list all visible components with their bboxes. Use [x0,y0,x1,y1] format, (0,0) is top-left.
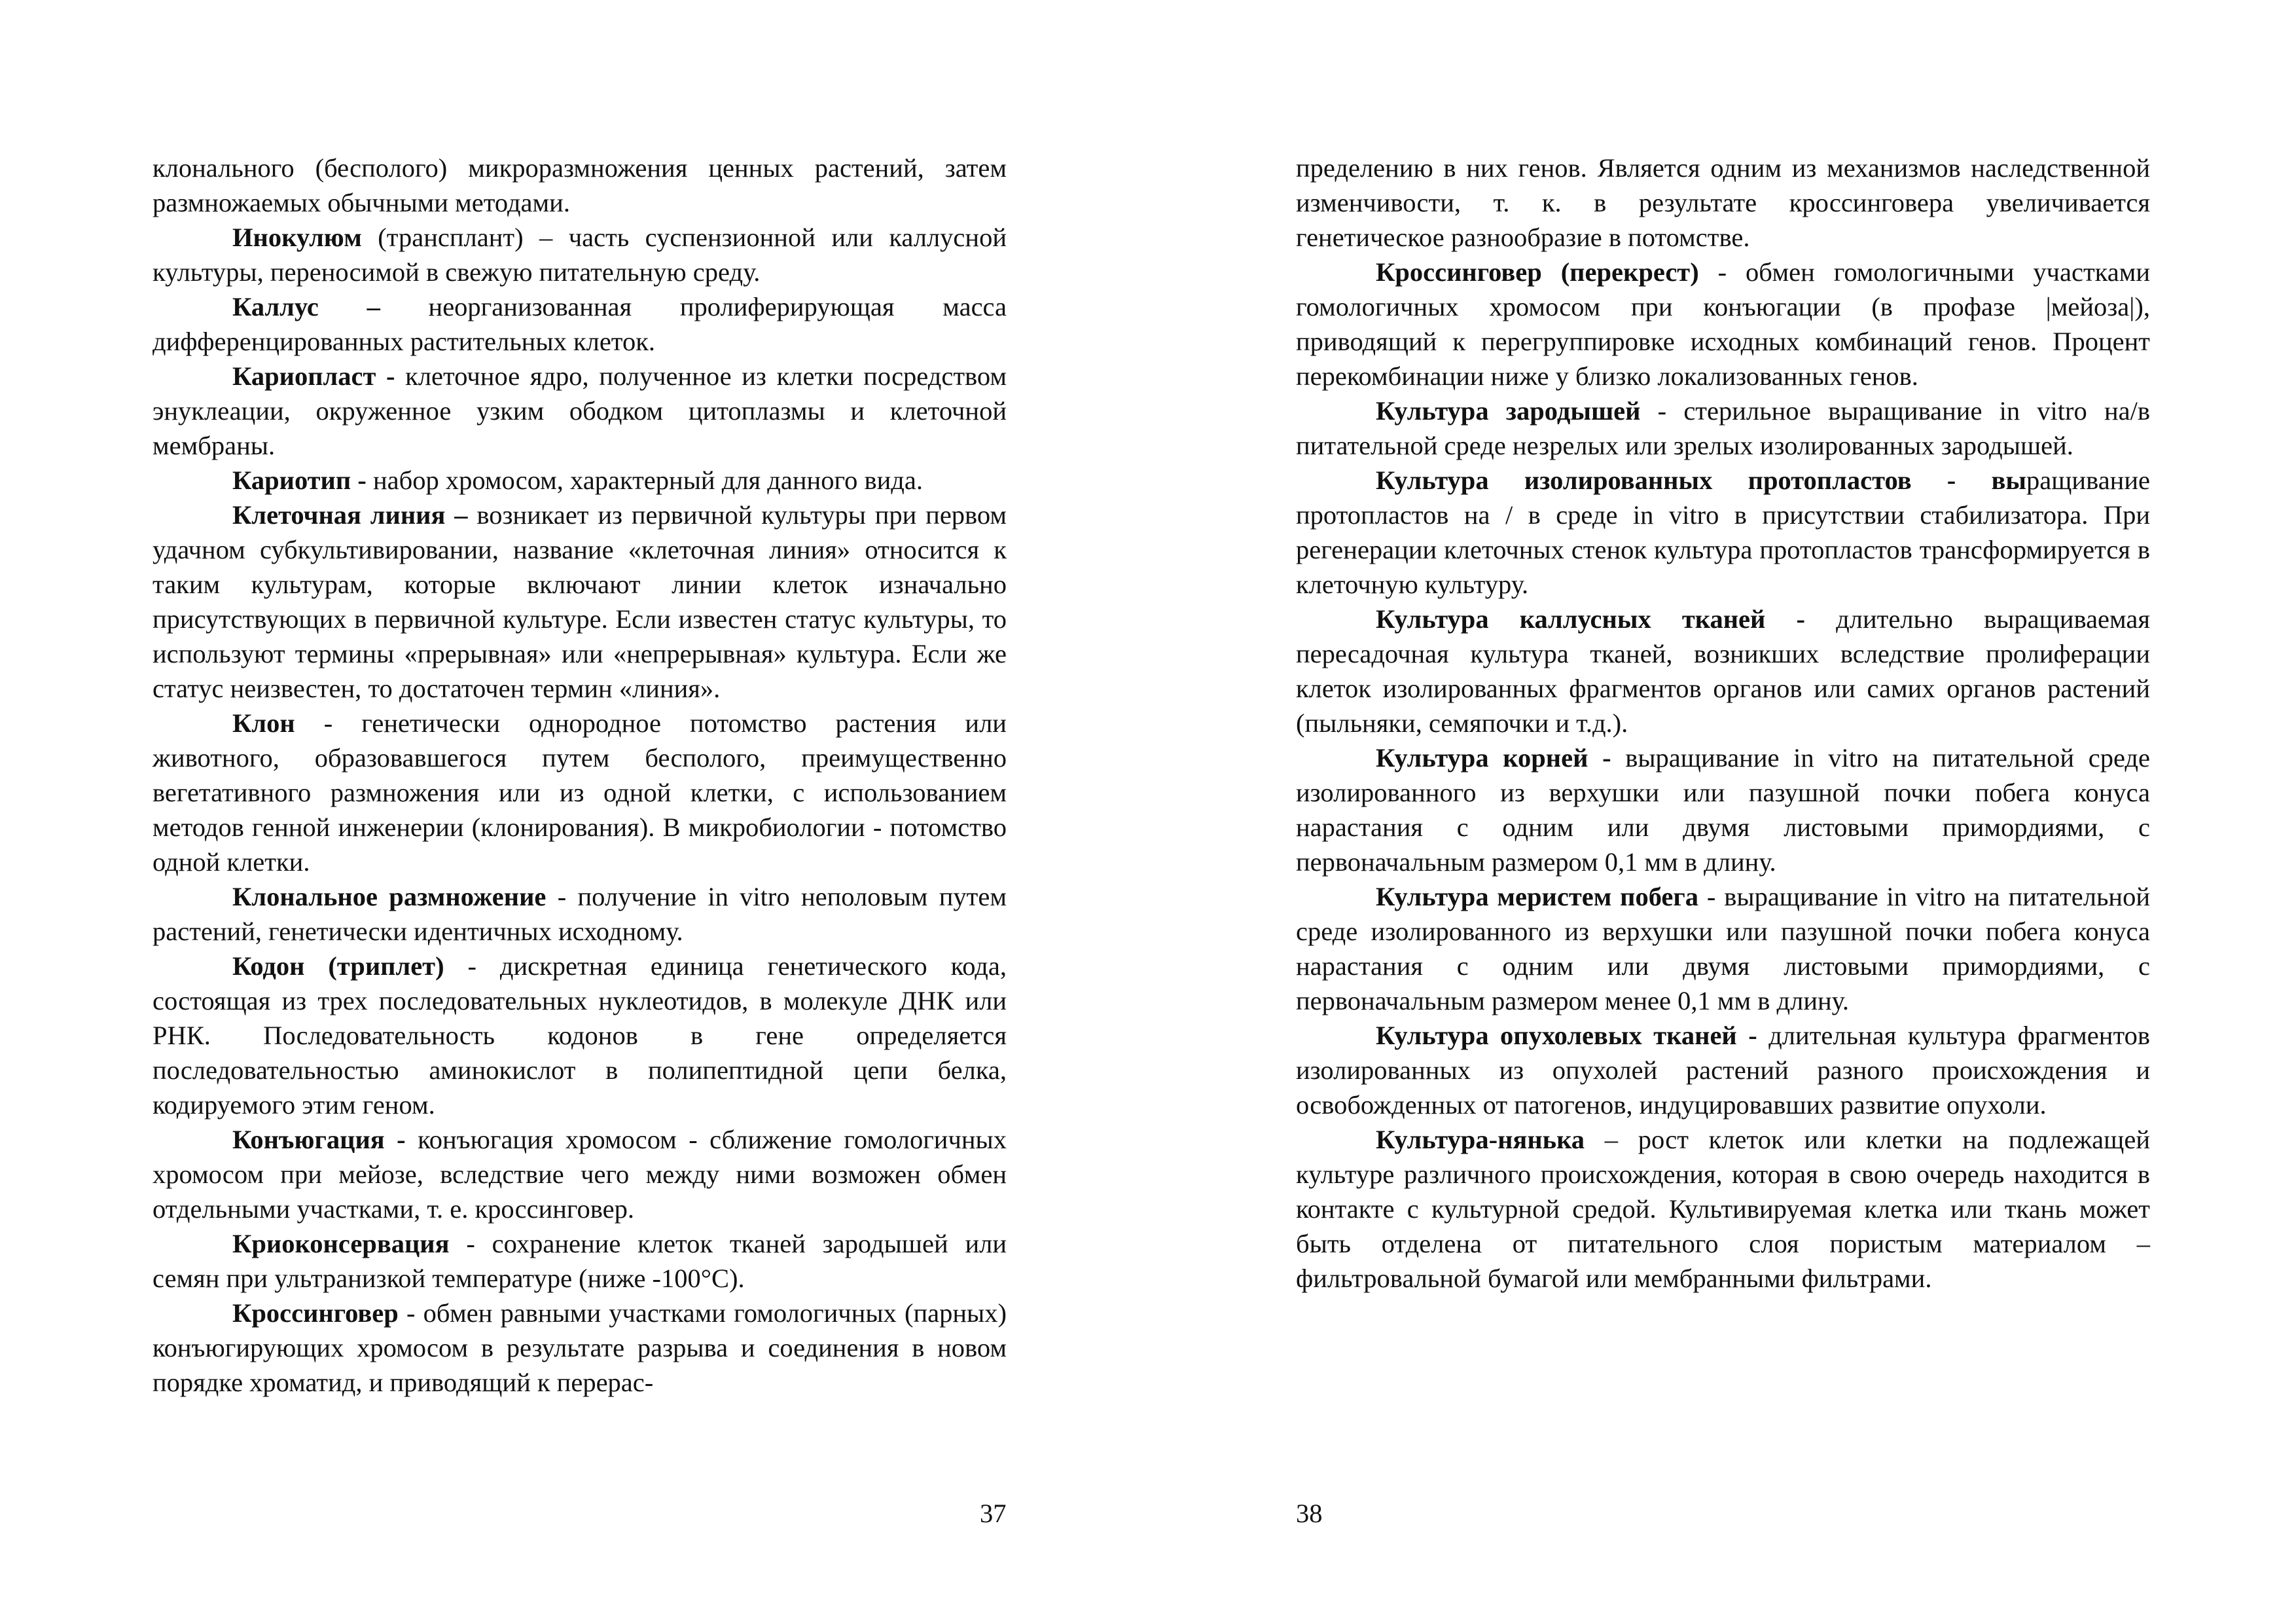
entry-term: Клональное размножение [232,882,547,911]
entry-term: Каллус – [232,292,380,321]
entry-text: выращивание in vitro на питательной среде изолированного из верхушки или пазушной почки побега конуса нарастания с одним или двумя листовыми примордиями, с первоначальным размером 0,1 мм в длину. [1296,743,2150,877]
entry-term: Инокулюм [232,223,362,252]
entry-text: - получение in vitro неполовым путем растений, генетически идентичных исходному. [152,882,1007,946]
page-number-left: 37 [980,1499,1007,1528]
entry-term: Клон [232,708,295,738]
entry-term: Кроссинговер (перекрест) [1376,257,1699,287]
entry-term: Кодон (триплет) [232,951,444,981]
entry-text: клеточное ядро, полученное из клетки посредством энуклеации, окруженное узким ободком цитоплазмы и клеточной мембраны. [152,361,1007,460]
entry-term: Культура каллусных тканей - [1376,604,1805,634]
glossary-entry [152,359,1007,463]
glossary-entry [152,1296,1007,1400]
glossary-entry [152,289,1007,359]
entry-text: клонального (бесполого) микроразмножения ценных растений, затем размножаемых обычными методами. [152,153,1007,217]
entry-text: ращивание протопластов на / в среде in vitro в присутствии стабилизатора. При регенерации клеточных стенок культура протопластов трансформируется в клеточную культуру. [1296,465,2150,599]
entry-text: конъюгация хромосом - сближение гомологичных хромосом при мейозе, вследствие чего между ними возможен обмен отдельными участками, т. е. кроссинговер. [152,1125,1007,1224]
entry-term: Культура изолированных протопластов - вы [1376,465,2027,495]
glossary-entry [152,151,1007,220]
entry-text: - генетически однородное потомство растения или животного, образовавшегося путем бесполого, преимущественно вегетативного размножения или из одной клетки, с использованием методов генной инженерии (клонирования). В микробиологии - потомство одной клетки. [152,708,1007,877]
glossary-entry [1296,879,2150,1018]
glossary-entry [152,1226,1007,1296]
entry-term: Культура корней - [1376,743,1611,773]
entry-text: пределению в них генов. Является одним из механизмов наследственной изменчивости, т. к. в результате кроссинговера увеличивается генетическое разнообразие в потомстве. [1296,153,2150,252]
glossary-entry [152,463,1007,498]
entry-text: - стерильное выращивание in vitro на/в питательной среде незрелых или зрелых изолированных зародышей. [1296,396,2150,460]
glossary-entry [1296,463,2150,602]
left-page [152,151,1007,1400]
entry-term: Культура опухолевых тканей - [1376,1021,1757,1050]
entry-term: Кроссинговер [232,1298,399,1328]
glossary-entry [152,949,1007,1122]
glossary-entry [152,706,1007,879]
entry-text: длительно выращиваемая пересадочная культура тканей, возникших вследствие пролиферации клеток изолированных фрагментов органов или самих органов растений (пыльняки, семяпочки и т.д.). [1296,604,2150,738]
glossary-entry [1296,393,2150,463]
entry-text: - сохранение клеток тканей зародышей или семян при ультранизкой температуре (ниже -100°С). [152,1229,1007,1293]
entry-text: возникает из первичной культуры при первом удачном субкультивировании, название «клеточная линия» относится к таким культурам, которые включают линии клеток изначально присутствующих в первичной культуре. Если известен статус культуры, то используют термины «прерывная» или «непрерывная» культура. Если же статус неизвестен, то достаточен термин «линия». [152,500,1007,703]
entry-term: Конъюгация - [232,1125,406,1154]
entry-text: – рост клеток или клетки на подлежащей культуре различного происхождения, которая в свою очередь находится в контакте с культурной средой. Культивируемая клетка или ткань может быть отделена от питательного слоя пористым материалом – фильтровальной бумагой или мембранными фильтрами. [1296,1125,2150,1293]
glossary-entry [152,498,1007,706]
entry-term: Кариопласт - [232,361,395,391]
glossary-entry [1296,740,2150,879]
entry-term: Культура зародышей [1376,396,1641,426]
glossary-entry [1296,255,2150,393]
entry-text: длительная культура фрагментов изолированных из опухолей растений разного происхождения и освобожденных от патогенов, индуцировавших развитие опухоли. [1296,1021,2150,1120]
entry-term: Культура-нянька [1376,1125,1585,1154]
entry-term: Культура меристем побега [1376,882,1699,911]
entry-text: - обмен равными участками гомологичных (парных) конъюгирующих хромосом в результате разрыва и соединения в новом порядке хроматид, и приводящий к перерас- [152,1298,1007,1397]
entry-term: Кариотип - [232,465,367,495]
glossary-entry [152,1122,1007,1226]
glossary-entry [1296,151,2150,255]
entry-text: неорганизованная пролиферирующая масса дифференцированных растительных клеток. [152,292,1007,356]
page-number-right: 38 [1296,1499,1323,1528]
entry-text: - выращивание in vitro на питательной среде изолированного из верхушки или пазушной почки побега конуса нарастания с одним или двумя листовыми примордиями, с первоначальным размером менее 0,1 мм в длину. [1296,882,2151,1015]
glossary-entry [152,879,1007,949]
entry-term: Клеточная линия – [232,500,468,530]
glossary-entry [1296,602,2150,740]
glossary-entry [1296,1122,2150,1296]
entry-text: - обмен гомологичными участками гомологичных хромосом при конъюгации (в профазе |мейоза|), приводящий к перегруппировке исходных комбинаций генов. Процент перекомбинации ниже у близко локализованных генов. [1296,257,2150,391]
right-page [1296,151,2150,1296]
glossary-entry [152,220,1007,289]
entry-text: набор хромосом, характерный для данного вида. [366,465,923,495]
entry-text: (трансплант) – часть суспензионной или каллусной культуры, переносимой в свежую питательную среду. [152,223,1007,287]
glossary-entry [1296,1018,2150,1122]
entry-text: - дискретная единица генетического кода, состоящая из трех последовательных нуклеотидов, в молекуле ДНК или РНК. Последовательность кодонов в гене определяется последовательностью аминокислот в полипептидной цепи белка, кодируемого этим геном. [152,951,1007,1120]
entry-term: Криоконсервация [232,1229,450,1258]
